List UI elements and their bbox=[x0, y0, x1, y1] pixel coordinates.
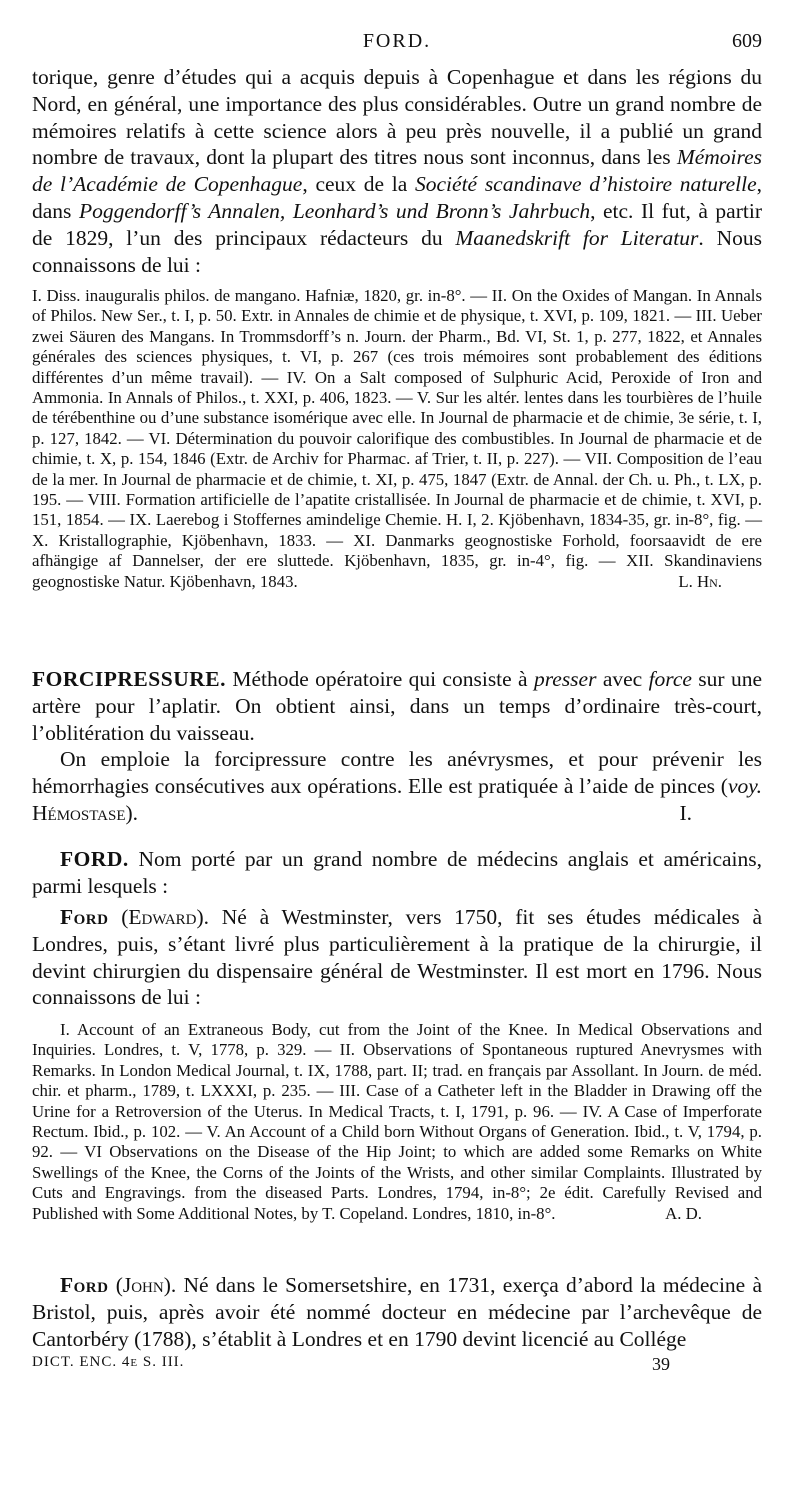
entry-forcipressure-p2: On emploie la forcipressure contre les anévrysmes, et pour prévenir les hémorrhagies consécutives aux opérations. Elle est pratiquée à l’aide de pinces (voy. Hémostase). I. bbox=[32, 747, 762, 825]
cross-reference: Hémostase bbox=[32, 800, 126, 825]
author-signature: L. Hn. bbox=[678, 571, 722, 591]
intro-paragraph: torique, genre d’études qui a acquis depuis à Copenhague et dans les régions du Nord, en général, une importance des plus considérables. Outre un grand nombre de mémoires relatifs à cette science alors à peu près nouvelle, il a publié un grand nombre de travaux, dont la plupart des titres nous sont inconnus, dans les Mémoires de l’Académie de Copenhague, ceux de la Société scandinave d’histoire naturelle, dans Poggendorff’s Annalen, Leonhard’s und Bronn’s Jahrbuch, etc. Il fut, à partir de 1829, l’un des principaux rédacteurs du Maanedskrift for Literatur. Nous connaissons de lui : bbox=[32, 65, 762, 277]
running-header bbox=[32, 30, 762, 56]
sheet-number: 39 bbox=[652, 1354, 670, 1374]
entry-forcipressure-p1: FORCIPRESSURE. Méthode opératoire qui consiste à presser avec force sur une artère pour l’aplatir. On obtient ainsi, dans un temps d’ordinaire très-court, l’oblitération du vaisseau. bbox=[32, 667, 762, 745]
entry-ford-john: Ford (John). Né dans le Somersetshire, en 1731, exerça d’abord la médecine à Bristol, puis, après avoir été nommé docteur en médecine par l’archevêque de Cantorbéry (1788), s’établit à Londres et en 1790 devint licencié au Collége bbox=[32, 1273, 762, 1351]
bibliography-text: I. Account of an Extraneous Body, cut from the Joint of the Knee. In Medical Observations and Inquiries. Londres, t. V, 1778, p. 329. — II. Observations of Spontaneous ruptured Anevrysmes with Remarks. In London Medical Journal, t. IX, 1788, part. II; trad. en français par Assollant. In Journ. de méd. chir. et pharm., 1789, t. LXXXI, p. 235. — III. Case of a Catheter left in the Bladder in Drawing off the Urine for a Retroversion of the Uterus. In Medical Tracts, t. I, 1791, p. 96. — IV. A Case of Imperforate Rectum. Ibid., p. 102. — V. An Account of a Child born Without Organs of Generation. Ibid., t. V, 1794, p. 92. — VI Observations on the Disease of the Hip Joint; to which are added some Remarks on White Swellings of the Knee, the Corns of the Joints of the Wrists, and other similar Complaints. Illustrated by Cuts and Engravings. from the diseased Parts. Londres, 1794, in-8°; 2e édit. Carefully Revised and Published with Some Additional Notes, by T. Copeland. Londres, 1810, in-8°. bbox=[32, 1020, 762, 1223]
headword: FORD. bbox=[60, 847, 129, 871]
first-name: Edward bbox=[128, 905, 197, 929]
headword: FORCIPRESSURE. bbox=[32, 667, 226, 691]
author-signature: A. D. bbox=[665, 1203, 702, 1223]
headword: Ford bbox=[60, 905, 109, 929]
headword: Ford bbox=[60, 1273, 109, 1297]
entry-ford-edward: Ford (Edward). Né à Westminster, vers 1750, fit ses études médicales à Londres, puis, s’étant livré plus particulièrement à la pratique de la chirurgie, il devint chirurgien du dispensaire général de Westminster. Il est mort en 1796. Nous connaissons de lui : bbox=[32, 905, 762, 1010]
author-signature: I. bbox=[679, 800, 692, 825]
page-number: 609 bbox=[732, 30, 762, 52]
page-footer bbox=[32, 1354, 762, 1378]
bibliography-forchhammer bbox=[32, 286, 762, 592]
entry-ford: FORD. Nom porté par un grand nombre de médecins anglais et américains, parmi lesquels : bbox=[32, 847, 762, 898]
signature-mark: DICT. ENC. 4e S. III. bbox=[32, 1354, 185, 1370]
running-title: FORD. bbox=[362, 30, 432, 52]
first-name: John bbox=[122, 1273, 164, 1297]
bibliography-text: I. Diss. inauguralis philos. de mangano. Hafniæ, 1820, gr. in-8°. — II. On the Oxides of Mangan. In Annals of Philos. New Ser., t. I, p. 50. Extr. in Annales de chimie et de physique, t. XVI, p. 109, 1821. — III. Ueber zwei Säuren des Mangans. In Trommsdorff’s n. Journ. der Pharm., Bd. VI, St. 1, p. 277, 1822, et Annales générales des sciences physiques, t. VI, p. 267 (ces trois mémoires sont probablement des éditions différentes d’un même travail). — IV. On a Salt composed of Sulphuric Acid, Peroxide of Iron and Ammonia. In Annals of Philos., t. XXI, p. 406, 1823. — V. Sur les altér. lentes dans les tourbières de l’huile de térébenthine ou d’une substance isomérique avec elle. In Journal de pharmacie et de chimie, 3e série, t. I, p. 127, 1842. — VI. Détermination du pouvoir calorifique des combustibles. In Journal de pharmacie et de chimie, t. X, p. 154, 1846 (Extr. de Archiv for Pharmac. af Trier, t. II, p. 227). — VII. Composition de l’eau de la mer. In Journal de pharmacie et de chimie, t. XI, p. 475, 1847 (Extr. de Annal. der Ch. u. Ph., t. LX, p. 195. — VIII. Formation artificielle de l’apatite cristallisée. In Journal de pharmacie et de chimie, t. XVI, p. 151, 1854. — IX. Laerebog i Stoffernes amindelige Chemie. H. I, 2. Kjöbenhavn, 1834-35, gr. in-8°, fig. — X. Kristallographie, Kjöbenhavn, 1833. — XI. Danmarks geognostiske Forhold, foorsaavidt de ere afhängige af Dannelser, der ere sluttede. Kjöbenhavn, 1835, gr. in-4°, fig. — XII. Skandinaviens geognostiske Natur. Kjöbenhavn, 1843. bbox=[32, 286, 762, 591]
bibliography-ford-edward bbox=[32, 1020, 762, 1224]
